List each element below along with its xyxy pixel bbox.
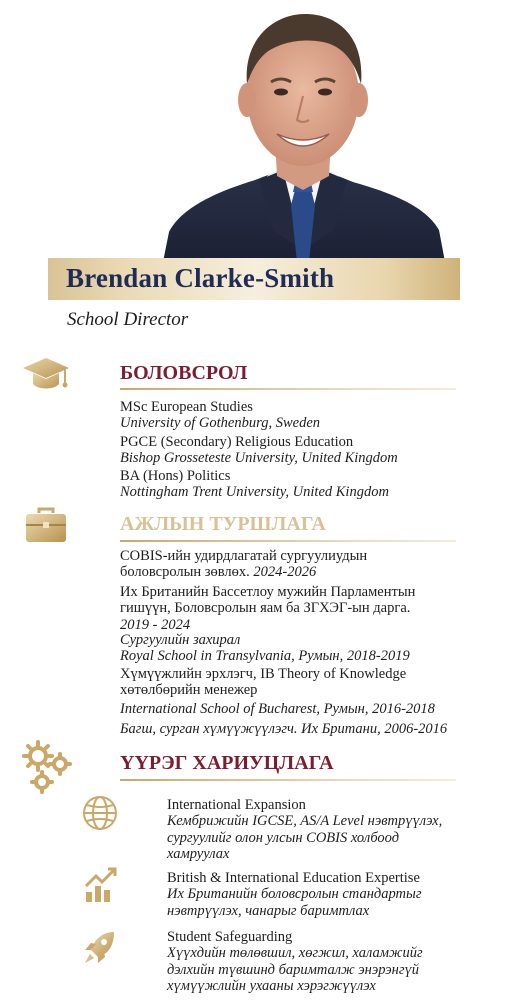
degree: BA (Hons) Politics	[120, 468, 231, 485]
education-entry	[120, 399, 450, 432]
work-line: Royal School in Transylvania, Румын, 2018-2019	[120, 648, 410, 665]
gears-icon	[22, 740, 74, 796]
degree: PGCE (Secondary) Religious Education	[120, 433, 354, 450]
education-entry	[120, 434, 450, 467]
work-entry	[120, 666, 460, 699]
work-line: International School of Bucharest, Румын, 2016-2018	[120, 701, 435, 717]
work-entry	[120, 701, 460, 717]
responsibilities-heading: ҮҮРЭГ ХАРИУЦЛАГА	[120, 752, 334, 774]
work-line: Сургуулийн захирал	[120, 632, 241, 648]
work-entry	[120, 632, 460, 665]
work-line: Хүмүүжлийн эрхлэгч, IB Theory of Knowledge	[120, 666, 407, 682]
institution: Bishop Grosseteste University, United Kingdom	[120, 449, 398, 466]
education-entry	[120, 468, 450, 501]
work-line: гишүүн, Боловсролын яам ба ЗГХЭГ-ын дарга.	[120, 600, 411, 617]
responsibility-item	[167, 870, 467, 919]
responsibility-desc: Хүүхдийн төлөвшил, хөгжил, халамжийг	[167, 945, 423, 962]
work-period: 2024-2026	[253, 564, 317, 581]
work-period: 2019 - 2024	[120, 616, 191, 633]
responsibility-desc: Кембрижийн IGCSE, AS/A Level нэвтрүүлэх,	[167, 813, 443, 830]
person-name: Brendan Clarke-Smith	[66, 263, 335, 293]
responsibility-item	[167, 797, 467, 862]
portrait-photo	[163, 0, 445, 262]
rocket-icon	[82, 930, 116, 966]
work-divider	[120, 540, 456, 542]
work-line: Багш, сурган хүмүүжүүлэгч. Их Британи, 2006-2016	[120, 721, 448, 737]
responsibility-title: British & International Education Expertise	[167, 870, 420, 886]
work-entry	[120, 548, 460, 581]
work-text: боловсролын зөвлөх.	[120, 564, 250, 581]
responsibilities-divider	[120, 779, 456, 781]
responsibility-desc: нэвтрүүлэх, чанарыг баримтлах	[167, 902, 370, 919]
responsibility-desc: Их Британийн боловсролын стандартыг	[167, 886, 422, 903]
responsibility-desc: сургуулийг олон улсын COBIS холбоод	[167, 829, 400, 846]
person-role: School Director	[67, 309, 189, 330]
briefcase-icon	[24, 505, 68, 545]
responsibility-desc: дэлхийн түвшинд баримталж энэрэнгүй	[167, 961, 420, 978]
responsibility-desc: хамруулах	[167, 845, 230, 862]
work-heading: АЖЛЫН ТУРШЛАГА	[120, 513, 326, 535]
institution: Nottingham Trent University, United Kingdom	[120, 484, 389, 501]
institution: University of Gothenburg, Sweden	[120, 415, 321, 432]
responsibility-title: Student Safeguarding	[167, 929, 293, 945]
globe-icon	[82, 795, 118, 831]
work-line: хөтөлбөрийн менежер	[120, 682, 258, 699]
responsibility-item	[167, 929, 467, 994]
education-list	[120, 399, 450, 502]
work-entry	[120, 721, 460, 737]
responsibility-desc: хүмүүжлийн ухааны хэрэгжүүлэх	[167, 977, 376, 994]
work-line	[120, 564, 460, 580]
growth-chart-icon	[84, 866, 118, 904]
responsibility-title: International Expansion	[167, 797, 306, 813]
education-divider	[120, 388, 456, 390]
graduation-cap-icon	[22, 354, 70, 394]
degree: MSc European Studies	[120, 399, 253, 415]
work-line: Их Британийн Бассетлоу мужийн Парламентын	[120, 584, 416, 600]
work-entry	[120, 584, 460, 633]
work-line: COBIS-ийн удирдлагатай сургуулиудын	[120, 548, 368, 564]
education-heading: БОЛОВСРОЛ	[120, 362, 248, 384]
